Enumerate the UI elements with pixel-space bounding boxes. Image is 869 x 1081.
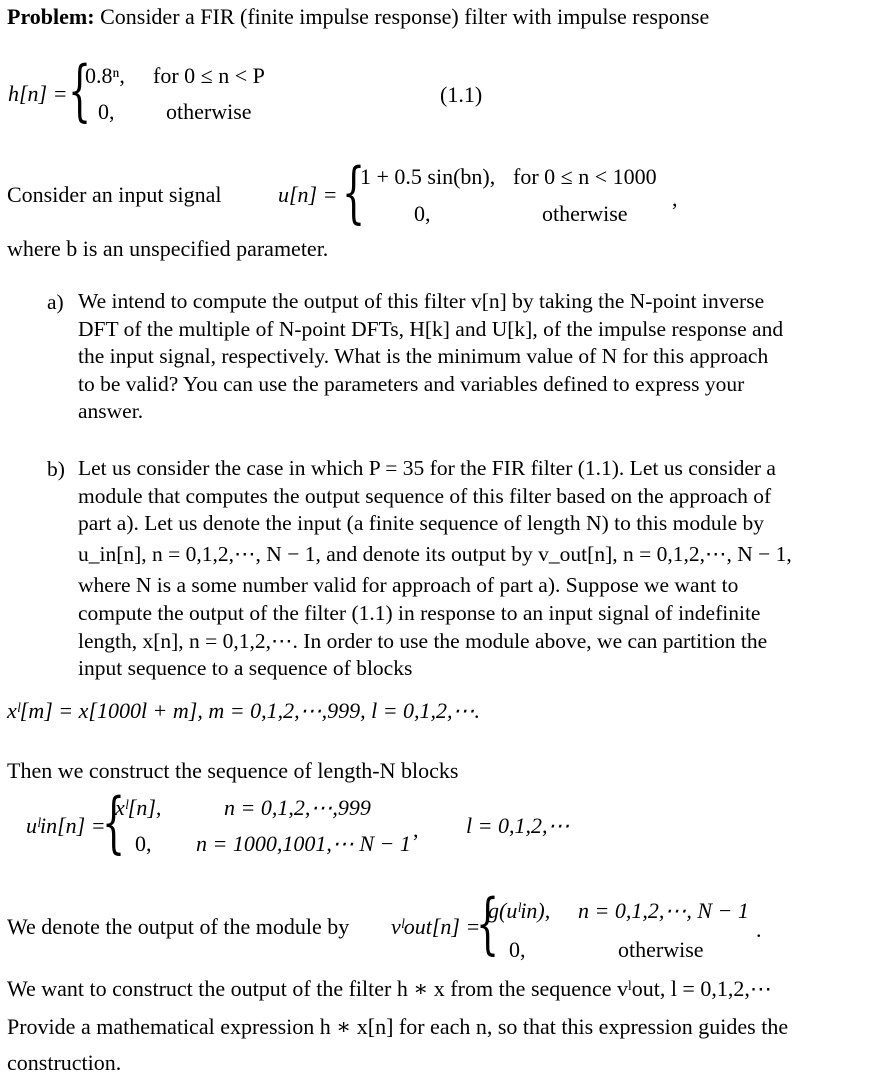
uin-case1-expr: xˡ[n],: [115, 795, 162, 820]
vout-case1-expr: g(uˡin),: [488, 898, 551, 923]
problem-label: Problem:: [7, 4, 95, 29]
partition-equation: xˡ[m] = x[1000l + m], m = 0,1,2,⋯,999, l = 0,1,2,⋯.: [7, 698, 481, 723]
u-case2-expr: 0,: [414, 201, 431, 226]
uin-l-range: l = 0,1,2,⋯: [466, 813, 570, 838]
uin-lhs: uˡin[n] =: [26, 813, 106, 838]
part-a-line: answer.: [78, 399, 144, 424]
uin-brace: {: [102, 784, 126, 861]
part-b-line: input sequence to a sequence of blocks: [78, 656, 413, 681]
u-trailing-comma: ,: [672, 186, 678, 211]
h-case2-cond: otherwise: [166, 99, 252, 124]
final-line-2: Provide a mathematical expression h ∗ x[n] for each n, so that this expression guides the: [7, 1014, 789, 1039]
vout-case2-cond: otherwise: [618, 937, 704, 962]
part-a-body: [78, 288, 783, 426]
uin-trailing-comma: ,: [413, 817, 419, 842]
part-a-line: DFT of the multiple of N-point DFTs, H[k] and U[k], of the impulse response and: [78, 316, 784, 341]
input-signal-text: Consider an input signal: [7, 182, 222, 207]
uin-case1-cond: n = 0,1,2,⋯,999: [224, 795, 371, 820]
part-b-line: length, x[n], n = 0,1,2,⋯. In order to use the module above, we can partition the: [78, 628, 768, 653]
part-b-line: where N is a some number valid for approach of part a). Suppose we want to: [78, 573, 739, 598]
problem-intro-text: Consider a FIR (finite impulse response) filter with impulse response: [100, 4, 710, 29]
part-a-line: We intend to compute the output of this filter v[n] by taking the N-point inverse: [78, 289, 765, 313]
uin-case2-expr: 0,: [135, 831, 152, 856]
equation-number: (1.1): [440, 82, 483, 107]
part-b-line: u_in[n], n = 0,1,2,⋯, N − 1, and denote its output by v_out[n], n = 0,1,2,⋯, N − 1,: [78, 541, 792, 566]
part-b-line: compute the output of the filter (1.1) in response to an input signal of indefinite: [78, 600, 761, 625]
final-line-3: construction.: [7, 1050, 122, 1075]
h-case1-cond: for 0 ≤ n < P: [153, 63, 265, 88]
h-case2-expr: 0,: [98, 99, 115, 124]
part-b-line: module that computes the output sequence of this filter based on the approach of: [78, 483, 772, 508]
part-a-marker: a): [47, 290, 64, 314]
final-line-1: We want to construct the output of the filter h ∗ x from the sequence vˡout, l = 0,1,2,⋯: [7, 976, 772, 1001]
part-b-marker: b): [47, 457, 65, 481]
vout-case2-expr: 0,: [509, 937, 526, 962]
h-lhs: h[n] =: [8, 81, 68, 106]
problem-intro: [7, 3, 709, 31]
vout-brace: {: [476, 885, 500, 962]
u-lhs: u[n] =: [278, 182, 338, 207]
vout-trailing-period: .: [756, 917, 762, 942]
part-a-line: the input signal, respectively. What is the minimum value of N for this approach: [78, 344, 769, 369]
h-brace: {: [68, 52, 92, 129]
u-brace: {: [342, 154, 366, 231]
construct-text: Then we construct the sequence of length-N blocks: [7, 758, 459, 783]
h-case1-expr: 0.8ⁿ,: [85, 63, 125, 88]
u-case1-cond: for 0 ≤ n < 1000: [513, 164, 657, 189]
part-a-line: to be valid? You can use the parameters and variables defined to express your: [78, 371, 745, 396]
param-text: where b is an unspecified parameter.: [7, 236, 329, 261]
part-b-body: [78, 455, 792, 683]
u-case1-expr: 1 + 0.5 sin(bn),: [360, 164, 496, 189]
vout-case1-cond: n = 0,1,2,⋯, N − 1: [578, 898, 749, 923]
output-text: We denote the output of the module by: [7, 914, 350, 939]
uin-case2-cond: n = 1000,1001,⋯ N − 1: [196, 831, 411, 856]
part-b-line: Let us consider the case in which P = 35 for the FIR filter (1.1). Let us consider a: [78, 456, 776, 480]
vout-lhs: vˡout[n] =: [391, 914, 481, 939]
part-b-line: part a). Let us denote the input (a finite sequence of length N) to this module by: [78, 511, 765, 536]
u-case2-cond: otherwise: [542, 201, 628, 226]
